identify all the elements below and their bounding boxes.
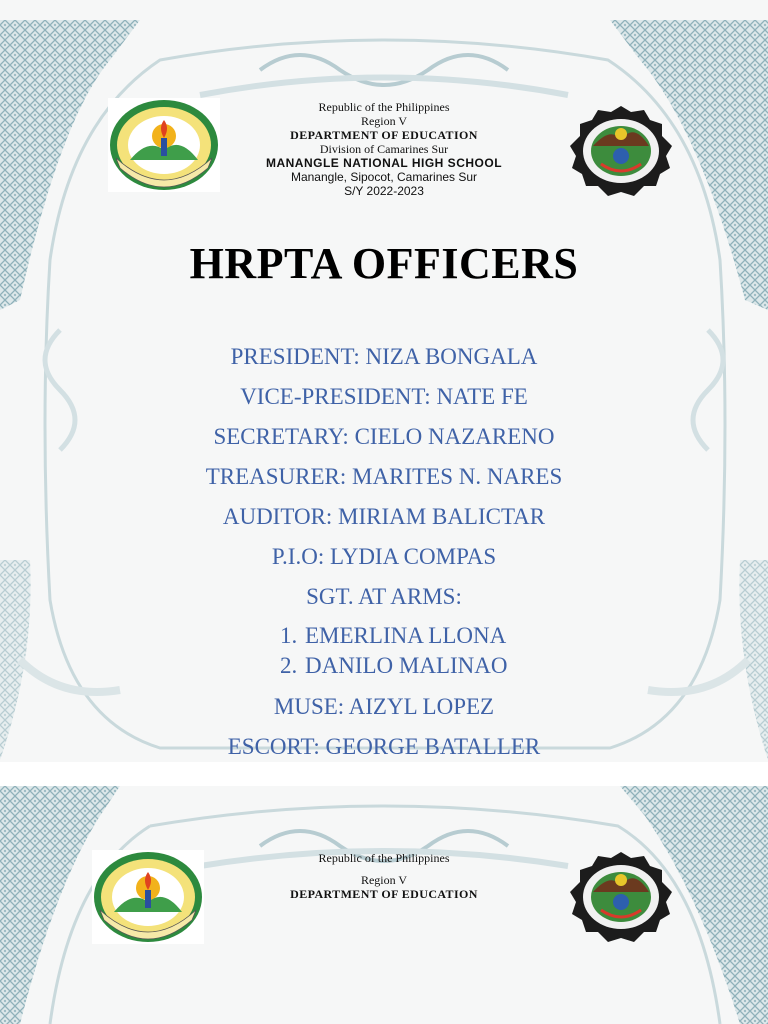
officer-secretary: SECRETARY: CIELO NAZARENO [213,424,555,449]
member-name: EMERLINA LLONA [305,623,507,648]
republic-line: Republic of the Philippines [318,100,450,114]
officer-pio: P.I.O: LYDIA COMPAS [271,544,497,569]
sgt-at-arms-member [0,621,768,651]
officer-auditor: AUDITOR: MIRIAM BALICTAR [222,504,546,529]
republic-line: Republic of the Philippines [318,851,450,865]
officers-list [0,341,768,762]
certificate-page-2 [0,786,768,1024]
list-number: 1. [280,623,298,648]
sgt-at-arms-member [0,651,768,681]
region-line: Region V [360,873,408,887]
officer-treasurer: TREASURER: MARITES N. NARES [205,464,563,489]
officer-escort: ESCORT: GEORGE BATALLER [227,734,541,759]
division-line: Division of Camarines Sur [319,142,449,156]
letterhead [0,851,768,901]
school-year: S/Y 2022-2023 [344,184,424,198]
school-name: MANANGLE NATIONAL HIGH SCHOOL [265,156,503,170]
page-separator [0,762,768,786]
officer-muse: MUSE: AIZYL LOPEZ [273,694,495,719]
department-line: DEPARTMENT OF EDUCATION [290,128,478,142]
page-title: HRPTA OFFICERS [189,239,579,288]
officer-president: PRESIDENT: NIZA BONGALA [230,344,538,369]
school-address: Manangle, Sipocot, Camarines Sur [290,170,478,184]
officer-vice-president: VICE-PRESIDENT: NATE FE [240,384,528,409]
letterhead [0,100,768,198]
member-name: DANILO MALINAO [305,653,508,678]
department-line: DEPARTMENT OF EDUCATION [290,887,478,901]
list-number: 2. [280,653,298,678]
officer-sgt-at-arms-heading: SGT. AT ARMS: [306,584,462,609]
region-line: Region V [360,114,408,128]
